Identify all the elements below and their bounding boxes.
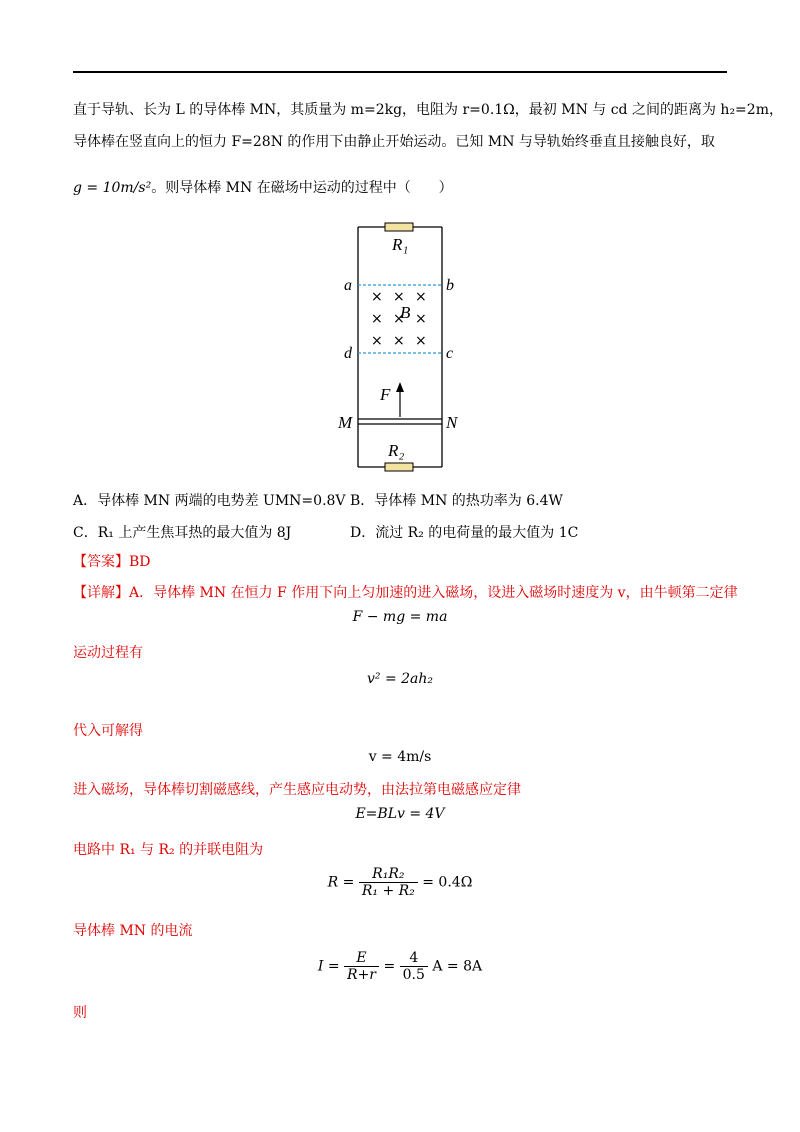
option-b: B．导体棒 MN 的热功率为 6.4W [350, 493, 563, 509]
field-cross: × [393, 311, 405, 327]
option-a: A．导体棒 MN 两端的电势差 UMN=0.8V [73, 493, 346, 509]
answer: 【答案】BD [73, 554, 151, 570]
eq5-fraction [359, 866, 418, 899]
field-cross: × [393, 333, 405, 349]
equation-velocity: v = 4m/s [368, 749, 432, 765]
eq6-lhs: I = [317, 958, 340, 975]
problem-question: 。则导体棒 MN 在磁场中运动的过程中（ ） [151, 180, 453, 196]
eq6-numerator-1: E [344, 950, 379, 967]
label-f: F [380, 385, 391, 404]
label-c: c [446, 345, 454, 362]
field-crosses [371, 289, 427, 349]
detail-intro: 【详解】A．导体棒 MN 在恒力 F 作用下向上匀加速的进入磁场，设进入磁场时速度为 v，由牛顿第二定律 [73, 585, 738, 601]
label-b-field: B [400, 303, 411, 322]
eq6-numerator-2: 4 [400, 950, 428, 967]
gravity-value: g = 10m/s² [73, 180, 152, 196]
equation-parallel-resistance [0, 866, 800, 899]
detail-text-6: 则 [73, 1005, 87, 1021]
problem-line-2: 导体棒在竖直向上的恒力 F=28N 的作用下由静止开始运动。已知 MN 与导轨始终垂直且接触良好，取 [73, 134, 715, 150]
detail-text-3: 进入磁场，导体棒切割磁感线，产生感应电动势，由法拉第电磁感应定律 [73, 782, 521, 798]
field-cross: × [415, 289, 427, 305]
problem-line-3 [73, 178, 453, 198]
detail-text-2: 代入可解得 [73, 723, 143, 739]
header-rule [73, 71, 727, 73]
eq6-mid: = [383, 958, 396, 975]
eq5-numerator: R₁R₂ [359, 866, 418, 883]
equation-current [0, 950, 800, 983]
label-d: d [344, 345, 352, 362]
field-cross: × [371, 333, 383, 349]
field-cross: × [415, 311, 427, 327]
option-d: D．流过 R₂ 的电荷量的最大值为 1C [350, 525, 579, 541]
label-m: M [338, 413, 353, 432]
circuit-diagram [330, 210, 480, 480]
problem-line-1: 直于导轨、长为 L 的导体棒 MN，其质量为 m=2kg，电阻为 r=0.1Ω，最初 MN 与 cd 之间的距离为 h₂=2m， [73, 102, 783, 118]
force-arrow-head [396, 382, 404, 392]
eq6-denominator-2: 0.5 [402, 967, 425, 983]
label-r1: R₁ [392, 235, 409, 254]
eq5-denominator: R₁ + R₂ [361, 883, 415, 899]
label-n: N [446, 413, 458, 432]
equation-emf: E=BLv = 4V [355, 806, 445, 822]
resistor-r2 [385, 463, 413, 471]
field-cross: × [415, 333, 427, 349]
eq6-denominator-1: R+r [347, 967, 376, 983]
option-c: C．R₁ 上产生焦耳热的最大值为 8J [73, 525, 292, 541]
label-r2: R₂ [388, 441, 405, 460]
eq6-fraction-1 [344, 950, 379, 983]
eq5-rhs: = 0.4Ω [422, 874, 473, 891]
detail-text-4: 电路中 R₁ 与 R₂ 的并联电阻为 [73, 842, 264, 858]
resistor-r1 [385, 223, 413, 231]
eq6-fraction-2 [400, 950, 428, 983]
equation-kinematics: v² = 2ah₂ [366, 671, 434, 687]
eq5-lhs: R = [327, 874, 355, 891]
label-b: b [446, 277, 454, 294]
detail-text-1: 运动过程有 [73, 645, 143, 661]
label-a: a [344, 277, 352, 294]
field-cross: × [371, 289, 383, 305]
field-cross: × [371, 311, 383, 327]
detail-text-5: 导体棒 MN 的电流 [73, 923, 193, 939]
equation-newton: F − mg = ma [352, 609, 448, 625]
eq6-rhs: A = 8A [432, 958, 483, 975]
field-cross: × [393, 289, 405, 305]
